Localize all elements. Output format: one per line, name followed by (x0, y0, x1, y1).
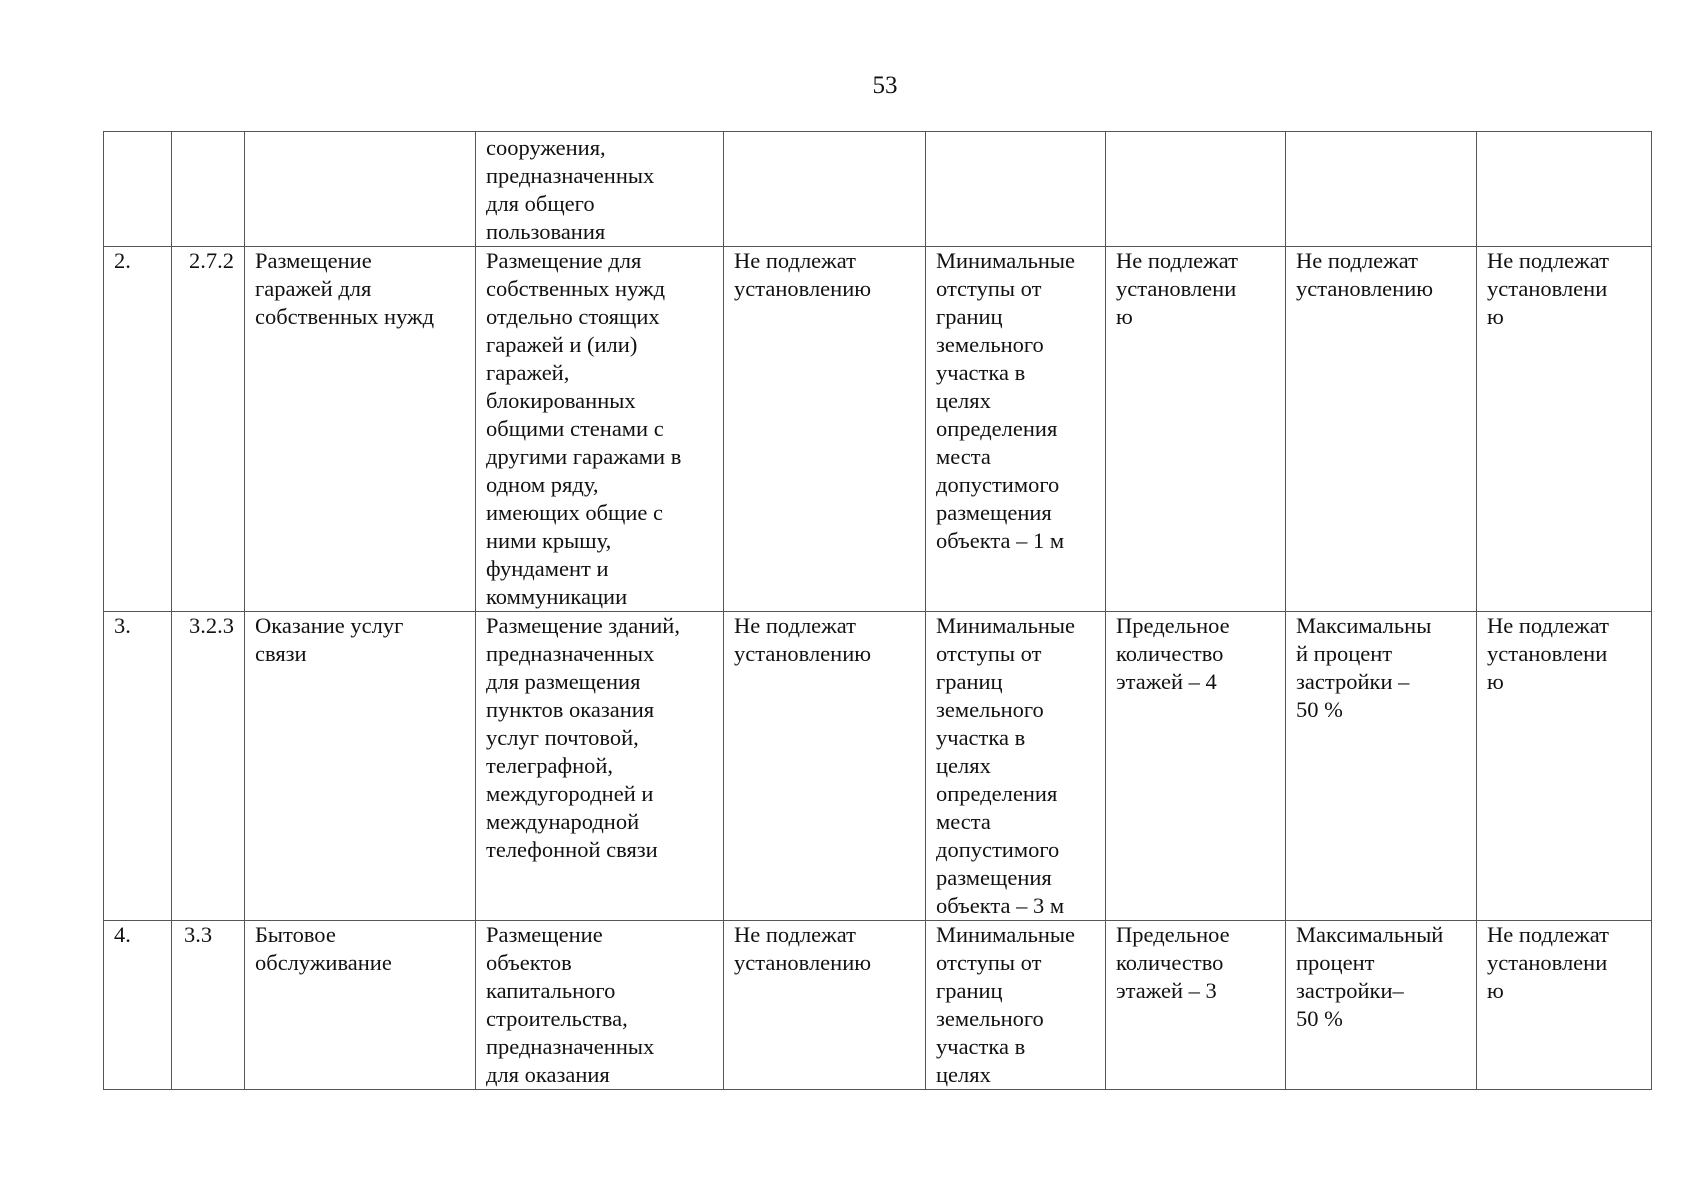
description-cell: сооружения, предназначенных для общего пользования (476, 132, 724, 247)
param-cell-5 (724, 132, 926, 247)
use-name-cell: Размещение гаражей для собственных нужд (245, 247, 476, 612)
param-cell-6 (926, 132, 1106, 247)
param-cell-5: Не подлежат установлению (724, 247, 926, 612)
param-cell-8: Максимальный процент застройки– 50 % (1286, 921, 1477, 1090)
code-cell: 3.2.3 (172, 612, 245, 921)
row-number-cell: 3. (104, 612, 172, 921)
param-cell-6: Минимальные отступы от границ земельного участка в целях определения места допустимого размещения объекта – 1 м (926, 247, 1106, 612)
code-cell (172, 132, 245, 247)
page-number: 53 (872, 72, 898, 99)
row-number-cell: 4. (104, 921, 172, 1090)
table-row (104, 612, 1652, 921)
table-row (104, 247, 1652, 612)
description-cell: Размещение для собственных нужд отдельно стоящих гаражей и (или) гаражей, блокированных общими стенами с другими гаражами в одном ряду, имеющих общие с ними крышу, фундамент и коммуникации (476, 247, 724, 612)
row-number-cell: 2. (104, 247, 172, 612)
param-cell-9: Не подлежат установлени ю (1477, 921, 1652, 1090)
row-number-cell (104, 132, 172, 247)
land-use-table (103, 131, 1652, 1090)
param-cell-9: Не подлежат установлени ю (1477, 247, 1652, 612)
use-name-cell: Оказание услуг связи (245, 612, 476, 921)
description-cell: Размещение объектов капитального строительства, предназначенных для оказания (476, 921, 724, 1090)
use-name-cell (245, 132, 476, 247)
param-cell-8: Не подлежат установлению (1286, 247, 1477, 612)
param-cell-5: Не подлежат установлению (724, 612, 926, 921)
param-cell-6: Минимальные отступы от границ земельного участка в целях определения места допустимого размещения объекта – 3 м (926, 612, 1106, 921)
param-cell-5: Не подлежат установлению (724, 921, 926, 1090)
code-cell: 3.3 (172, 921, 245, 1090)
param-cell-6: Минимальные отступы от границ земельного участка в целях (926, 921, 1106, 1090)
description-cell: Размещение зданий, предназначенных для размещения пунктов оказания услуг почтовой, телеграфной, междугородней и международной телефонной связи (476, 612, 724, 921)
param-cell-7: Не подлежат установлени ю (1106, 247, 1286, 612)
use-name-cell: Бытовое обслуживание (245, 921, 476, 1090)
param-cell-9 (1477, 132, 1652, 247)
param-cell-7 (1106, 132, 1286, 247)
param-cell-7: Предельное количество этажей – 4 (1106, 612, 1286, 921)
table-row (104, 921, 1652, 1090)
param-cell-8: Максимальны й процент застройки – 50 % (1286, 612, 1477, 921)
table-row (104, 132, 1652, 247)
param-cell-7: Предельное количество этажей – 3 (1106, 921, 1286, 1090)
code-cell: 2.7.2 (172, 247, 245, 612)
param-cell-9: Не подлежат установлени ю (1477, 612, 1652, 921)
param-cell-8 (1286, 132, 1477, 247)
